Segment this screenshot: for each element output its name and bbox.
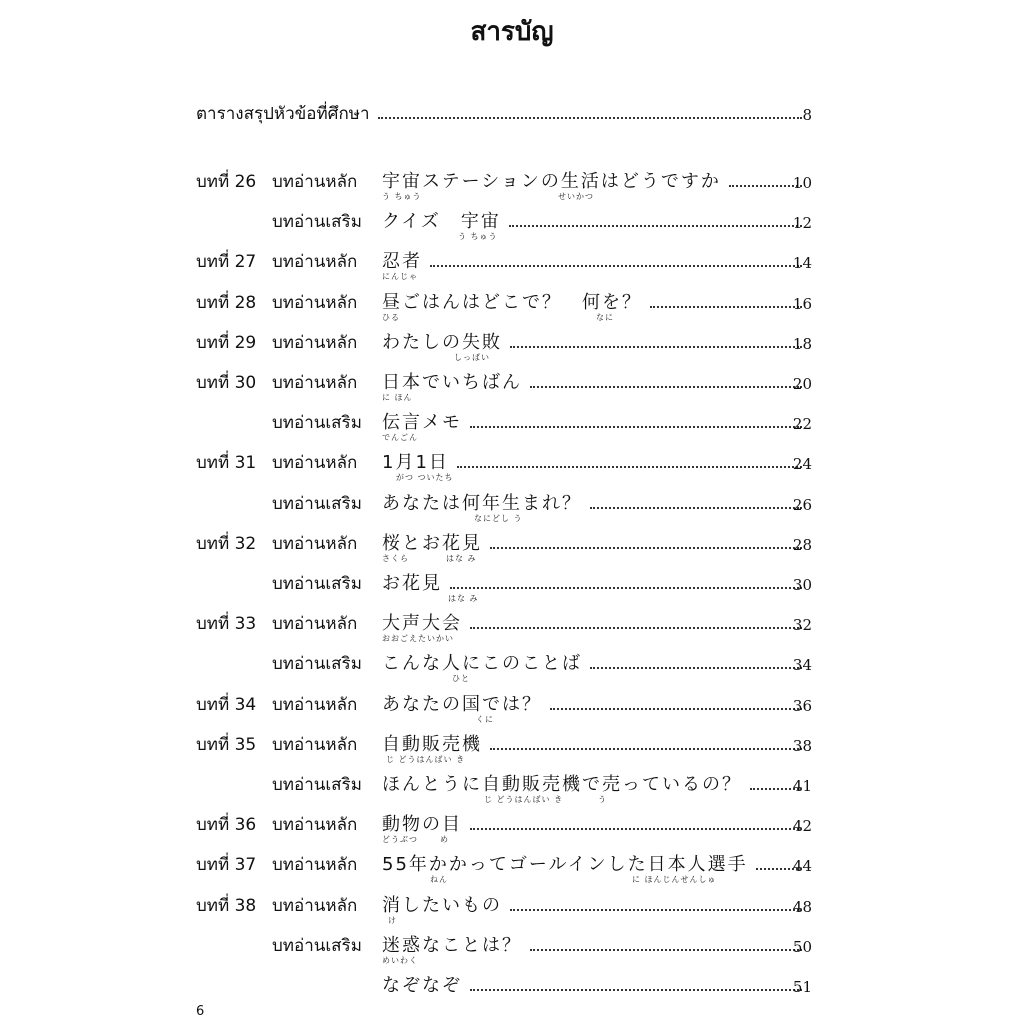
summary-page-number: 8: [802, 106, 812, 124]
entry-title-line: [382, 652, 810, 676]
lesson-number: บทที่ 26: [196, 172, 257, 192]
furigana-reading: でんごん: [382, 433, 418, 443]
reading-type: บทอ่านเสริม: [272, 935, 362, 956]
entry-title-line: [382, 170, 810, 194]
entry-title-line: [382, 733, 810, 757]
entry-title: 宇宙ステーションの生活はどうですか: [382, 171, 721, 192]
page-number: 26: [792, 495, 812, 514]
page-number: 36: [792, 696, 812, 715]
reading-type: บทอ่านเสริม: [272, 493, 362, 514]
page-number: 38: [792, 736, 812, 755]
dot-leader: [550, 708, 802, 710]
toc-entry: [0, 250, 1024, 290]
reading-type: บทอ่านเสริม: [272, 212, 362, 233]
dot-leader: [490, 748, 802, 750]
page-number: 10: [792, 174, 812, 192]
reading-type: บทอ่านหลัก: [272, 292, 358, 313]
entry-title-line: [382, 532, 810, 556]
entry-title-line: [382, 693, 810, 717]
reading-type: บทอ่านหลัก: [272, 172, 358, 192]
toc-entry: [0, 451, 1024, 491]
entry-title: 桜とお花見: [382, 532, 482, 554]
reading-type: บทอ่านหลัก: [272, 533, 358, 554]
lesson-number: บทที่ 27: [196, 252, 257, 273]
dot-leader: [650, 306, 802, 308]
lesson-number: บทที่ 37: [196, 855, 257, 876]
furigana-reading: せいかつ: [558, 192, 594, 201]
reading-type: บทอ่านเสริม: [272, 654, 362, 675]
furigana-reading: おおごえたいかい: [382, 634, 454, 644]
toc-entry: [0, 291, 1024, 331]
folio-page-number: 6: [196, 1004, 205, 1019]
furigana-reading: う ちゅう: [382, 192, 422, 201]
reading-type: บทอ่านเสริม: [272, 413, 362, 434]
entry-title-line: [382, 371, 810, 395]
reading-type: บทอ่านหลัก: [272, 453, 358, 474]
page-number: 28: [792, 535, 812, 554]
reading-type: บทอ่านหลัก: [272, 815, 358, 836]
dot-leader: [457, 466, 802, 468]
page-number: 24: [792, 455, 812, 474]
furigana-reading: ひと: [452, 674, 470, 684]
furigana-reading: め: [440, 835, 449, 845]
dot-leader: [510, 346, 802, 348]
page-number: 50: [792, 937, 812, 956]
entry-title: 忍者: [382, 251, 422, 273]
toc-entry: [0, 572, 1024, 612]
dot-leader: [510, 909, 802, 911]
toc-entry: [0, 733, 1024, 773]
toc-entry: [0, 170, 1024, 210]
furigana-reading: なにどし う: [474, 513, 523, 523]
furigana-reading: じ どうはんばい き: [386, 754, 466, 764]
summary-label: ตารางสรุปหัวข้อที่ศึกษา: [196, 104, 370, 124]
toc-entry: [0, 492, 1024, 532]
toc-entry: [0, 652, 1024, 692]
entry-title-line: [382, 894, 810, 918]
dot-leader: [470, 828, 802, 830]
reading-type: บทอ่านหลัก: [272, 332, 358, 353]
toc-entry: [0, 210, 1024, 250]
dot-leader: [590, 667, 802, 669]
reading-type: บทอ่านหลัก: [272, 734, 358, 755]
entry-title: 迷惑なことは？: [382, 934, 522, 956]
page-number: 18: [792, 334, 812, 353]
entry-title: 55年かかってゴールインした日本人選手: [382, 854, 748, 876]
entry-title: 昼ごはんはどこで？ 何を？: [382, 291, 642, 313]
furigana-reading: さくら: [382, 553, 409, 563]
entry-title: 大声大会: [382, 613, 462, 635]
furigana-reading: にんじゃ: [382, 272, 418, 282]
furigana-reading: どうぶつ: [382, 835, 418, 845]
entry-title: 消したいもの: [382, 894, 502, 916]
entry-title-line: [382, 853, 810, 877]
entry-title: お花見: [382, 573, 442, 594]
entry-title: 伝言メモ: [382, 412, 462, 434]
toc-entry: [0, 411, 1024, 451]
page-number: 20: [792, 375, 812, 393]
page-number: 41: [792, 777, 812, 795]
entry-title-line: [382, 331, 810, 355]
page-number: 14: [792, 254, 812, 273]
entry-title: 日本でいちばん: [382, 372, 522, 393]
entry-title-line: [382, 492, 810, 516]
reading-type: บทอ่านหลัก: [272, 252, 358, 273]
furigana-reading: はな み: [446, 553, 477, 563]
page-number: 12: [792, 214, 812, 233]
dot-leader: [470, 426, 802, 428]
dot-leader: [430, 265, 802, 267]
furigana-reading: じ どうはんばい き: [484, 795, 564, 804]
dot-leader: [470, 627, 802, 629]
toc-entry: [0, 813, 1024, 853]
lesson-number: บทที่ 33: [196, 614, 257, 635]
dot-leader: [590, 507, 802, 509]
reading-type: บทอ่านหลัก: [272, 895, 358, 916]
dot-leader: [470, 989, 802, 991]
toc-entry: [0, 773, 1024, 813]
dot-leader: [530, 949, 802, 951]
toc-entry: [0, 612, 1024, 652]
furigana-reading: めいわく: [382, 955, 418, 965]
lesson-number: บทที่ 31: [196, 453, 257, 474]
page-number: 44: [792, 857, 812, 876]
lesson-number: บทที่ 38: [196, 895, 257, 916]
lesson-number: บทที่ 34: [196, 694, 257, 715]
entry-title-line: [382, 210, 810, 234]
toc-entry: [0, 693, 1024, 733]
furigana-reading: ねん: [430, 875, 448, 885]
reading-type: บทอ่านหลัก: [272, 694, 358, 715]
toc-entry: [0, 934, 1024, 974]
lesson-number: บทที่ 30: [196, 373, 257, 393]
entry-title: 動物の目: [382, 814, 462, 836]
dot-leader: [509, 225, 802, 227]
furigana-reading: くに: [476, 714, 494, 724]
entry-title: 自動販売機: [382, 733, 482, 755]
lesson-number: บทที่ 36: [196, 815, 257, 836]
furigana-reading: しっぱい: [454, 352, 490, 362]
furigana-reading: ひる: [382, 312, 400, 322]
reading-type: บทอ่านหลัก: [272, 614, 358, 635]
page-number: 48: [792, 897, 812, 916]
lesson-number: บทที่ 29: [196, 332, 257, 353]
dot-leader: [450, 587, 802, 589]
entry-title-line: [382, 572, 810, 596]
furigana-reading: け: [388, 915, 397, 925]
lesson-number: บทที่ 28: [196, 292, 257, 313]
entry-title-line: [382, 250, 810, 274]
toc-entry: [0, 331, 1024, 371]
entry-title-line: [382, 612, 810, 636]
entry-title-line: [382, 813, 810, 837]
page-number: 42: [792, 817, 812, 836]
reading-type: บทอ่านเสริม: [272, 574, 362, 594]
reading-type: บทอ่านเสริม: [272, 775, 362, 795]
entry-title-line: [382, 291, 810, 315]
furigana-reading: に ほんじんせんしゅ: [632, 875, 717, 885]
furigana-reading: なに: [596, 312, 614, 322]
page-number: 32: [792, 616, 812, 635]
page-number: 16: [792, 294, 812, 313]
furigana-reading: う: [598, 795, 607, 804]
toc-entry: [0, 371, 1024, 411]
lesson-number: บทที่ 32: [196, 533, 257, 554]
summary-page-row: [0, 102, 1024, 142]
dot-leader: [490, 547, 802, 549]
page-title: สารบัญ: [470, 17, 554, 47]
page-number: 51: [792, 978, 812, 996]
entry-title-line: [382, 451, 810, 475]
furigana-reading: う ちゅう: [458, 232, 498, 242]
dot-leader: [530, 386, 802, 388]
furigana-reading: に ほん: [382, 393, 413, 402]
entry-title: こんな人にこのことば: [382, 653, 582, 675]
entry-title: あなたは何年生まれ？: [382, 492, 582, 514]
page-number: 22: [792, 415, 812, 434]
entry-title: 1月1日: [382, 452, 449, 474]
toc-entry: [0, 853, 1024, 893]
entry-title-line: [382, 934, 810, 958]
page-number: 30: [792, 576, 812, 594]
reading-type: บทอ่านหลัก: [272, 373, 358, 393]
entry-title: ほんとうに自動販売機で売っているの？: [382, 774, 742, 795]
toc-entry: [0, 532, 1024, 572]
entry-title: わたしの失敗: [382, 331, 502, 353]
entry-title: なぞなぞ: [382, 975, 462, 996]
reading-type: บทอ่านหลัก: [272, 855, 358, 876]
entry-title-line: [382, 411, 810, 435]
furigana-reading: はな み: [448, 594, 479, 603]
page-number: 34: [792, 656, 812, 675]
toc-entry: [0, 974, 1024, 1014]
entry-title-line: [382, 773, 810, 797]
entry-title-line: [382, 974, 810, 998]
furigana-reading: がつ ついたち: [396, 473, 454, 483]
entry-title: クイズ 宇宙: [382, 211, 501, 233]
entry-title: あなたの国では？: [382, 693, 542, 715]
toc-entry: [0, 894, 1024, 934]
lesson-number: บทที่ 35: [196, 734, 257, 755]
